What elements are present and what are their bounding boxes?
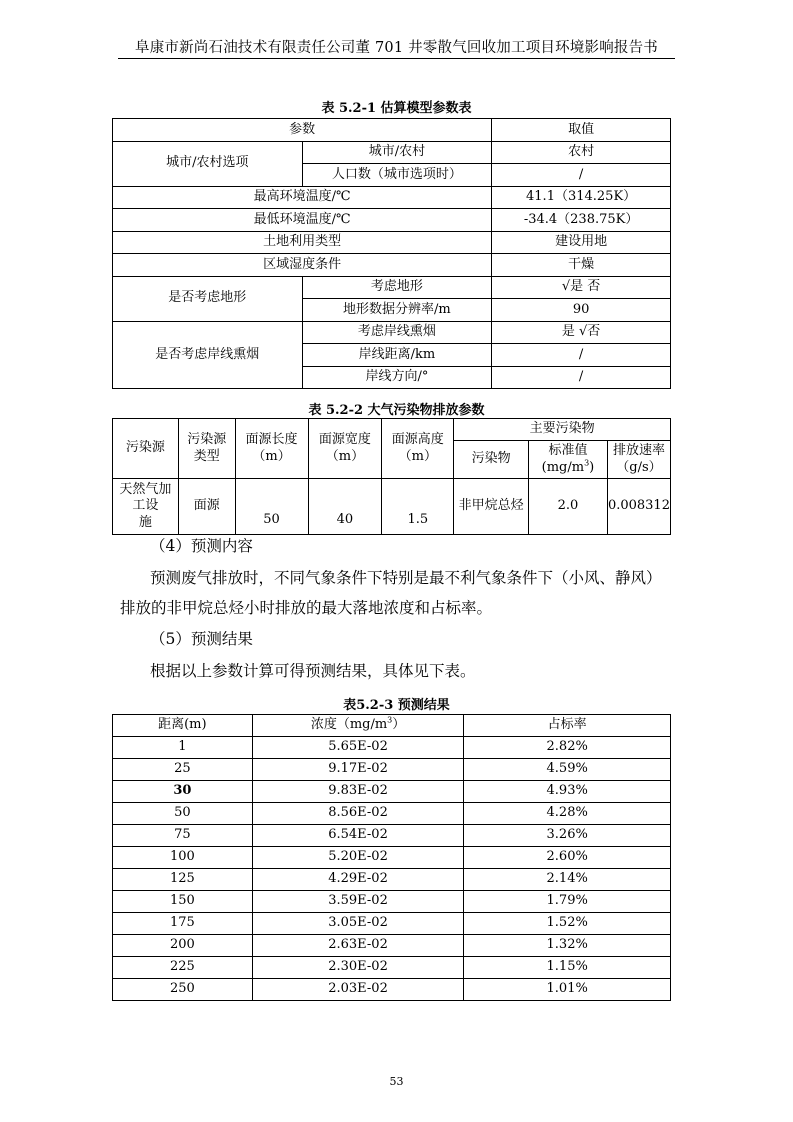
table-cell: 人口数（城市选项时）	[302, 164, 492, 187]
distance-cell: 1	[113, 737, 253, 759]
table-cell: 是否考虑地形	[113, 276, 303, 321]
table-header-cell	[529, 441, 608, 479]
page-header: 阜康市新尚石油技术有限责任公司董 701 井零散气回收加工项目环境影响报告书	[135, 40, 658, 56]
header-close: ）	[392, 717, 406, 733]
ratio-cell: 2.60%	[464, 847, 671, 869]
table-cell: 是否考虑岸线熏烟	[113, 321, 303, 389]
header-line: 类型	[193, 448, 220, 464]
table-row	[113, 479, 671, 535]
table-row	[113, 891, 671, 913]
distance-cell: 30	[113, 781, 253, 803]
table-cell: 岸线方向/°	[302, 366, 492, 389]
concentration-cell: 4.29E-02	[252, 869, 464, 891]
ratio-cell: 2.82%	[464, 737, 671, 759]
ratio-cell: 4.93%	[464, 781, 671, 803]
ratio-cell: 1.52%	[464, 913, 671, 935]
header-line: 污染源	[187, 432, 227, 448]
distance-cell: 50	[113, 803, 253, 825]
table-row	[113, 276, 671, 299]
header-line: 面源高度	[391, 432, 444, 448]
table1-caption: 表 5.2-1 估算模型参数表	[321, 101, 472, 116]
concentration-cell: 9.83E-02	[252, 781, 464, 803]
table-header-cell: 占标率	[464, 715, 671, 737]
table-header-cell: 主要污染物	[454, 419, 671, 441]
header-rule	[118, 58, 675, 59]
distance-cell: 25	[113, 759, 253, 781]
table-cell: 1.5	[382, 479, 454, 535]
table-cell: 城市/农村选项	[113, 141, 303, 186]
table-row	[113, 737, 671, 759]
table-row	[113, 321, 671, 344]
table-cell: 干燥	[492, 254, 671, 277]
table-header-cell: 参数	[113, 119, 492, 142]
unit-superscript: 3	[387, 716, 393, 726]
table-header-cell	[607, 441, 670, 479]
table-cell: 40	[308, 479, 382, 535]
table-cell: 50	[235, 479, 308, 535]
prediction-results-table	[112, 714, 671, 1001]
header-line: 面源长度	[245, 432, 298, 448]
header-line: （m）	[325, 448, 365, 464]
model-params-table	[112, 118, 671, 389]
distance-cell: 175	[113, 913, 253, 935]
concentration-cell: 2.63E-02	[252, 935, 464, 957]
table-header-cell	[178, 419, 235, 479]
table-cell: 考虑岸线熏烟	[302, 321, 492, 344]
table-cell: /	[492, 366, 671, 389]
cell-line: 天然气加	[119, 482, 172, 498]
table-header-cell	[308, 419, 382, 479]
table-row	[113, 186, 671, 209]
concentration-cell: 2.03E-02	[252, 979, 464, 1001]
table-row	[113, 715, 671, 737]
ratio-cell: 3.26%	[464, 825, 671, 847]
unit-close: )	[589, 459, 595, 475]
table-row	[113, 957, 671, 979]
ratio-cell: 1.15%	[464, 957, 671, 979]
page-number: 53	[389, 1075, 404, 1088]
ratio-cell: 1.32%	[464, 935, 671, 957]
table-cell: /	[492, 164, 671, 187]
table-header-cell: 污染源	[113, 419, 179, 479]
table-row	[113, 979, 671, 1001]
table-row	[113, 913, 671, 935]
distance-cell: 250	[113, 979, 253, 1001]
table-cell: 面源	[178, 479, 235, 535]
table-cell: 最低环境温度/℃	[113, 209, 492, 232]
table-row	[113, 231, 671, 254]
table-header-cell	[252, 715, 464, 737]
concentration-cell: 5.65E-02	[252, 737, 464, 759]
table-row	[113, 803, 671, 825]
table-cell	[113, 479, 179, 535]
table-row	[113, 759, 671, 781]
concentration-cell: 2.30E-02	[252, 957, 464, 979]
header-line: （m）	[252, 448, 291, 464]
table-cell: 非甲烷总烃	[454, 479, 529, 535]
header-line: 排放速率	[612, 443, 665, 459]
table-cell: 城市/农村	[302, 141, 492, 164]
table-row	[113, 119, 671, 142]
distance-cell: 200	[113, 935, 253, 957]
table-cell: 岸线距离/km	[302, 344, 492, 367]
cell-line: 施	[138, 514, 152, 530]
distance-cell: 225	[113, 957, 253, 979]
concentration-cell: 6.54E-02	[252, 825, 464, 847]
header-line	[529, 460, 607, 476]
distance-cell: 75	[113, 825, 253, 847]
results-body	[113, 737, 671, 1001]
header-text: 浓度（mg/m	[310, 717, 388, 733]
table-cell: 考虑地形	[302, 276, 492, 299]
table-cell: √是 否	[492, 276, 671, 299]
table-row	[113, 419, 671, 441]
section-heading-prediction-results: （5）预测结果	[150, 630, 253, 648]
ratio-cell: 4.59%	[464, 759, 671, 781]
unit-superscript: 3	[584, 458, 590, 468]
concentration-cell: 9.17E-02	[252, 759, 464, 781]
table-row	[113, 825, 671, 847]
header-line: （g/s）	[616, 459, 662, 475]
table-header-cell: 取值	[492, 119, 671, 142]
table-row	[113, 254, 671, 277]
table-cell: 是 √否	[492, 321, 671, 344]
table-row	[113, 141, 671, 164]
distance-cell: 100	[113, 847, 253, 869]
table2-caption: 表 5.2-2 大气污染物排放参数	[308, 403, 485, 418]
table-cell: 土地利用类型	[113, 231, 492, 254]
table-header-cell: 距离(m)	[113, 715, 253, 737]
ratio-cell: 1.01%	[464, 979, 671, 1001]
table-cell: 地形数据分辨率/m	[302, 299, 492, 322]
distance-cell: 150	[113, 891, 253, 913]
paragraph-line: 根据以上参数计算可得预测结果，具体见下表。	[150, 662, 476, 680]
table-cell: -34.4（238.75K）	[492, 209, 671, 232]
emission-params-table	[112, 418, 671, 535]
ratio-cell: 1.79%	[464, 891, 671, 913]
distance-cell: 125	[113, 869, 253, 891]
table-cell: /	[492, 344, 671, 367]
table-cell: 41.1（314.25K）	[492, 186, 671, 209]
cell-line: 工设	[132, 498, 159, 514]
concentration-cell: 3.59E-02	[252, 891, 464, 913]
table-header-cell	[235, 419, 308, 479]
ratio-cell: 4.28%	[464, 803, 671, 825]
header-line: （m）	[398, 448, 437, 464]
table-cell: 建设用地	[492, 231, 671, 254]
table3-caption: 表5.2-3 预测结果	[343, 698, 450, 713]
table-header-cell	[382, 419, 454, 479]
table-cell: 最高环境温度/℃	[113, 186, 492, 209]
table-cell: 90	[492, 299, 671, 322]
table-cell: 0.008312	[607, 479, 670, 535]
concentration-cell: 8.56E-02	[252, 803, 464, 825]
ratio-cell: 2.14%	[464, 869, 671, 891]
paragraph-line: 预测废气排放时，不同气象条件下特别是最不利气象条件下（小风、静风）	[150, 569, 662, 587]
table-header-cell: 污染物	[454, 441, 529, 479]
table-row	[113, 869, 671, 891]
table-row	[113, 935, 671, 957]
section-heading-prediction-content: （4）预测内容	[150, 537, 253, 555]
concentration-cell: 5.20E-02	[252, 847, 464, 869]
concentration-cell: 3.05E-02	[252, 913, 464, 935]
header-line: 标准值	[548, 443, 588, 459]
table-row	[113, 209, 671, 232]
table-cell: 区域湿度条件	[113, 254, 492, 277]
table-cell: 农村	[492, 141, 671, 164]
table-row	[113, 781, 671, 803]
paragraph-line: 排放的非甲烷总烃小时排放的最大落地浓度和占标率。	[120, 599, 493, 617]
unit-text: (mg/m	[541, 459, 585, 475]
header-line: 面源宽度	[318, 432, 371, 448]
table-cell: 2.0	[529, 479, 608, 535]
table-row	[113, 847, 671, 869]
